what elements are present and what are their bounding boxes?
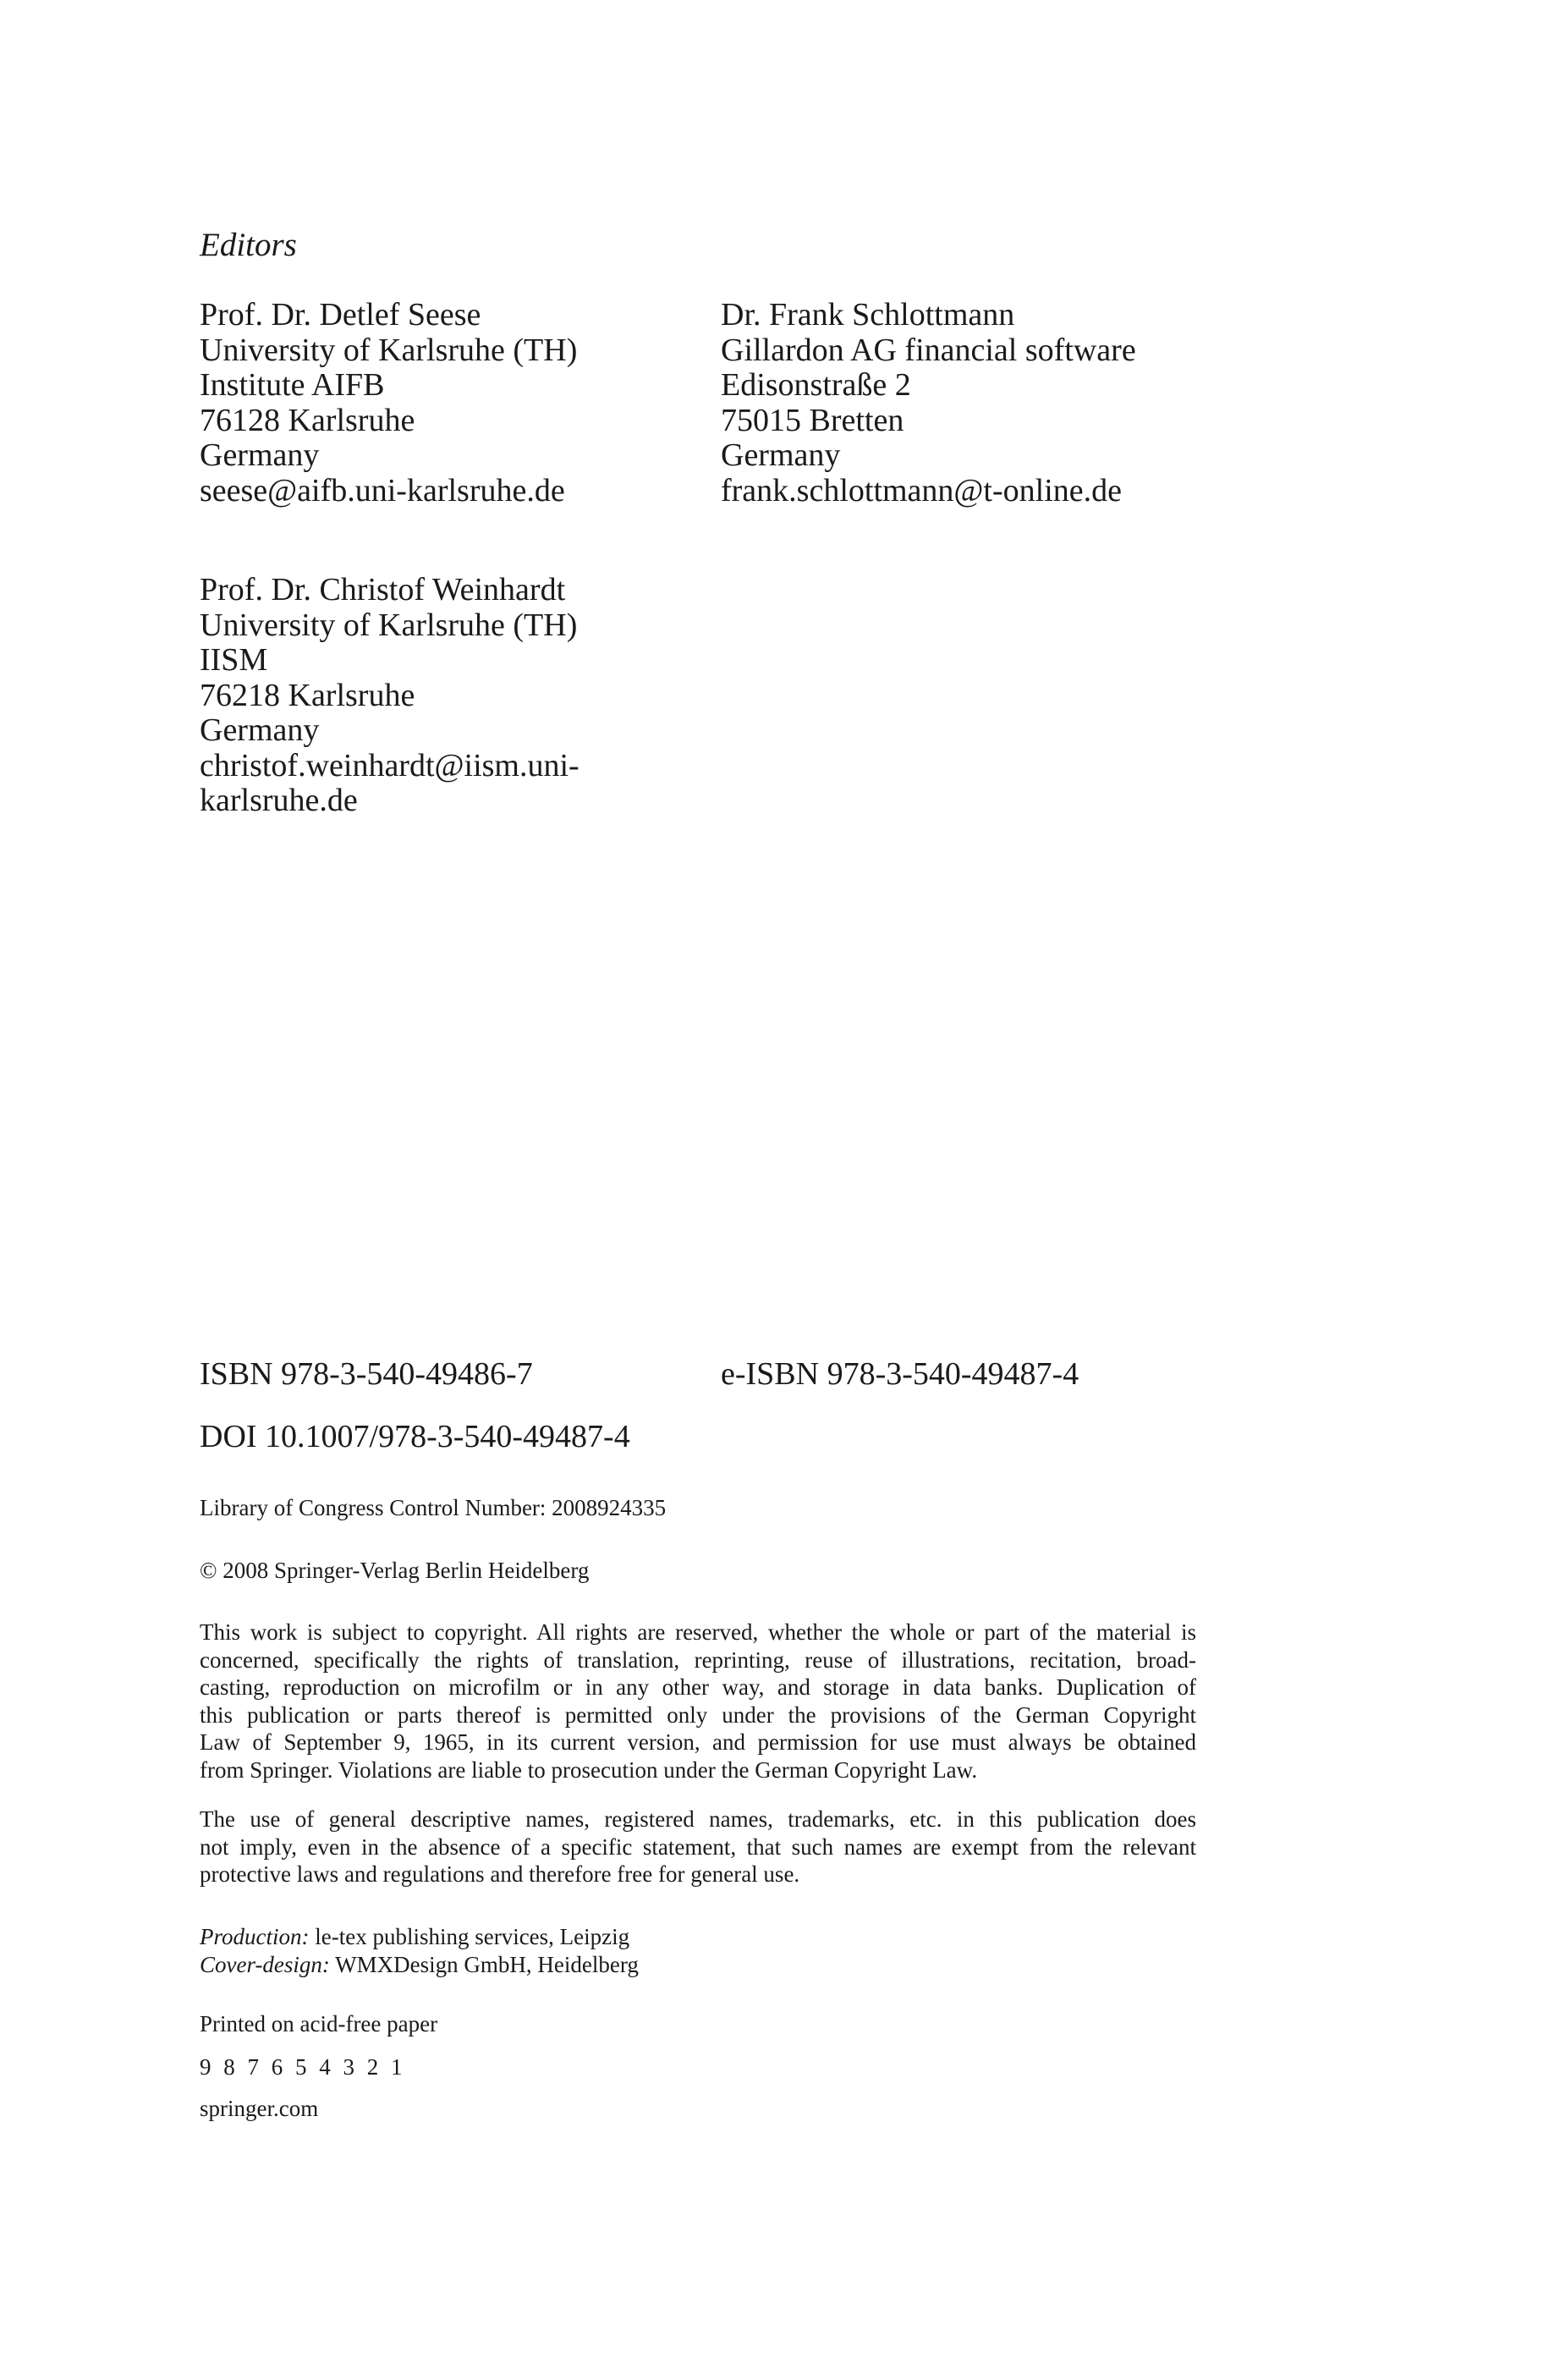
copyright-paragraph <box>200 1619 1196 1784</box>
paragraph-line: casting, reproduction on microfilm or in any other way, and storage in data banks. Duplication of <box>200 1674 1196 1700</box>
editor-city: 76218 Karlsruhe <box>200 677 415 713</box>
editor-country: Germany <box>721 437 841 473</box>
editor-address-seese <box>200 298 577 508</box>
editor-address-weinhardt <box>200 573 623 819</box>
printed-on-note: Printed on acid-free paper <box>200 2011 438 2036</box>
editor-institution: Gillardon AG financial software <box>721 332 1136 368</box>
doi: DOI 10.1007/978-3-540-49487-4 <box>200 1419 630 1454</box>
editor-email: seese@aifb.uni-karlsruhe.de <box>200 472 565 508</box>
editor-name: Dr. Frank Schlottmann <box>721 297 1015 333</box>
paragraph-line: this publication or parts thereof is permitted only under the provisions of the German Copyright <box>200 1701 1196 1728</box>
editor-city: 75015 Bretten <box>721 402 904 438</box>
production-label: Production: <box>200 1924 310 1949</box>
editor-city: 76128 Karlsruhe <box>200 402 415 438</box>
paragraph-line: from Springer. Violations are liable to prosecution under the German Copyright Law. <box>200 1756 978 1783</box>
copyright-line: © 2008 Springer-Verlag Berlin Heidelberg <box>200 1558 590 1583</box>
paragraph-line: Law of September 9, 1965, in its current version, and permission for use must always be obtained <box>200 1729 1196 1755</box>
editor-email: frank.schlottmann@t-online.de <box>721 472 1122 508</box>
e-isbn: e-ISBN 978-3-540-49487-4 <box>721 1356 1079 1392</box>
editor-department: Institute AIFB <box>200 367 385 403</box>
editor-institution: University of Karlsruhe (TH) <box>200 332 578 368</box>
editor-email: christof.weinhardt@iism.uni- <box>200 747 580 783</box>
editor-department: IISM <box>200 642 268 678</box>
cover-design-label: Cover-design: <box>200 1951 330 1977</box>
library-of-congress-number: Library of Congress Control Number: 2008924335 <box>200 1495 667 1520</box>
editor-country: Germany <box>200 437 320 473</box>
cover-design-credit <box>200 1951 639 1979</box>
paragraph-line: not imply, even in the absence of a specific statement, that such names are exempt from the relevant <box>200 1833 1196 1860</box>
isbn: ISBN 978-3-540-49486-7 <box>200 1356 533 1392</box>
production-credit <box>200 1923 639 1951</box>
paragraph-line: The use of general descriptive names, registered names, trademarks, etc. in this publication does <box>200 1806 1196 1832</box>
editor-name: Prof. Dr. Christof Weinhardt <box>200 572 566 607</box>
editor-name: Prof. Dr. Detlef Seese <box>200 297 481 333</box>
print-run-numbers: 9 8 7 6 5 4 3 2 1 <box>200 2054 406 2080</box>
editor-email-continued: karlsruhe.de <box>200 783 358 818</box>
paragraph-line: concerned, specifically the rights of translation, reprinting, reuse of illustrations, recitation, broad- <box>200 1646 1196 1673</box>
editors-heading: Editors <box>200 227 297 263</box>
publisher-website: springer.com <box>200 2096 319 2121</box>
production-credits <box>200 1923 639 1978</box>
editor-street: Edisonstraße 2 <box>721 367 911 403</box>
editor-country: Germany <box>200 712 320 748</box>
paragraph-line: protective laws and regulations and therefore free for general use. <box>200 1861 800 1887</box>
paragraph-line: This work is subject to copyright. All rights are reserved, whether the whole or part of the material is <box>200 1619 1196 1645</box>
cover-design-value: WMXDesign GmbH, Heidelberg <box>329 1951 639 1977</box>
editor-address-schlottmann <box>721 298 1136 508</box>
production-value: le-tex publishing services, Leipzig <box>309 1924 630 1949</box>
editor-institution: University of Karlsruhe (TH) <box>200 607 578 643</box>
trademark-paragraph <box>200 1806 1196 1888</box>
